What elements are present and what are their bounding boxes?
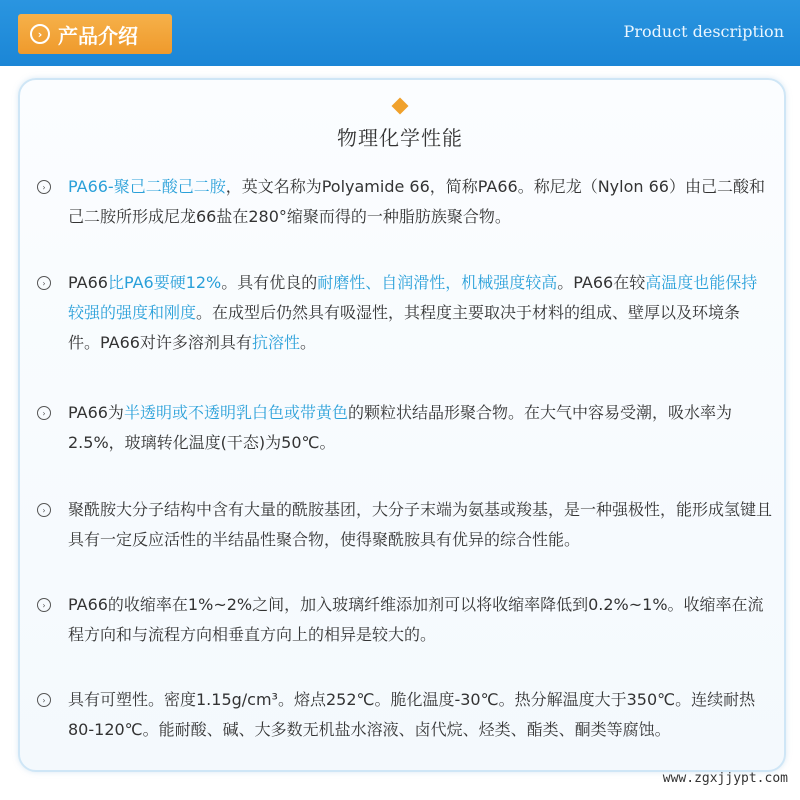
paragraph-text: 。在成型后仍然具有吸湿性，其程度主要取决于材料的组成、壁厚以及环境条件。PA66对许多溶剂具有 bbox=[68, 303, 741, 352]
paragraph-text: 的颗粒状结晶形聚合物。在大气中容易受潮，吸水率为2.5%，玻璃转化温度(干态)为50℃。 bbox=[68, 403, 732, 452]
circle-chevron-right-icon: › bbox=[37, 693, 51, 707]
paragraph bbox=[68, 495, 772, 555]
circle-chevron-right-icon: › bbox=[37, 276, 51, 290]
circle-chevron-right-icon: › bbox=[37, 503, 51, 517]
paragraph bbox=[68, 398, 772, 458]
highlight-text: 高温度也能保持较强的强度和刚度 bbox=[68, 273, 758, 322]
highlight-text: 抗溶性 bbox=[251, 333, 300, 352]
header-tab bbox=[18, 14, 172, 54]
paragraph-text: ，英文名称为Polyamide 66，简称PA66。称尼龙（Nylon 66）由己二酸和己二胺所形成尼龙66盐在280°缩聚而得的一种脂肪族聚合物。 bbox=[68, 177, 765, 226]
paragraph-text: 聚酰胺大分子结构中含有大量的酰胺基团，大分子末端为氨基或羧基，是一种强极性，能形成氢键且具有一定反应活性的半结晶性聚合物，使得聚酰胺具有优异的综合性能。 bbox=[68, 500, 773, 549]
section-title: 物理化学性能 bbox=[337, 126, 463, 150]
circle-chevron-right-icon: › bbox=[37, 180, 51, 194]
highlight-text: PA66-聚己二酸己二胺 bbox=[68, 177, 226, 196]
paragraph bbox=[68, 685, 772, 745]
highlight-text: 半透明或不透明乳白色或带黄色 bbox=[123, 403, 348, 422]
paragraph-text: PA66的收缩率在1%~2%之间，加入玻璃纤维添加剂可以将收缩率降低到0.2%~1%。收缩率在流程方向和与流程方向相垂直方向上的相异是较大的。 bbox=[68, 595, 764, 644]
header-title: 产品介绍 bbox=[58, 23, 138, 48]
paragraph bbox=[68, 268, 772, 358]
highlight-text: 耐磨性、自润滑性，机械强度较高 bbox=[317, 273, 558, 292]
watermark: www.zgxjjypt.com bbox=[662, 771, 788, 786]
paragraph bbox=[68, 590, 772, 650]
circle-chevron-right-icon: › bbox=[37, 406, 51, 420]
paragraph-text: PA66为 bbox=[68, 403, 124, 422]
header-band bbox=[0, 0, 800, 66]
highlight-text: 比PA6要硬12% bbox=[107, 273, 222, 292]
header-subtitle: Product description bbox=[623, 22, 784, 41]
paragraph bbox=[68, 172, 772, 232]
paragraph-text: 。 bbox=[299, 333, 316, 352]
paragraph-text: PA66 bbox=[68, 273, 108, 292]
circle-chevron-right-icon: › bbox=[30, 24, 50, 44]
paragraph-text: 具有可塑性。密度1.15g/cm³。熔点252℃。脆化温度-30℃。热分解温度大于350℃。连续耐热80-120℃。能耐酸、碱、大多数无机盐水溶液、卤代烷、烃类、酯类、酮类等腐蚀。 bbox=[68, 690, 756, 739]
paragraph-text: 。PA66在较 bbox=[557, 273, 646, 292]
paragraph-text: 。具有优良的 bbox=[221, 273, 318, 292]
circle-chevron-right-icon: › bbox=[37, 598, 51, 612]
